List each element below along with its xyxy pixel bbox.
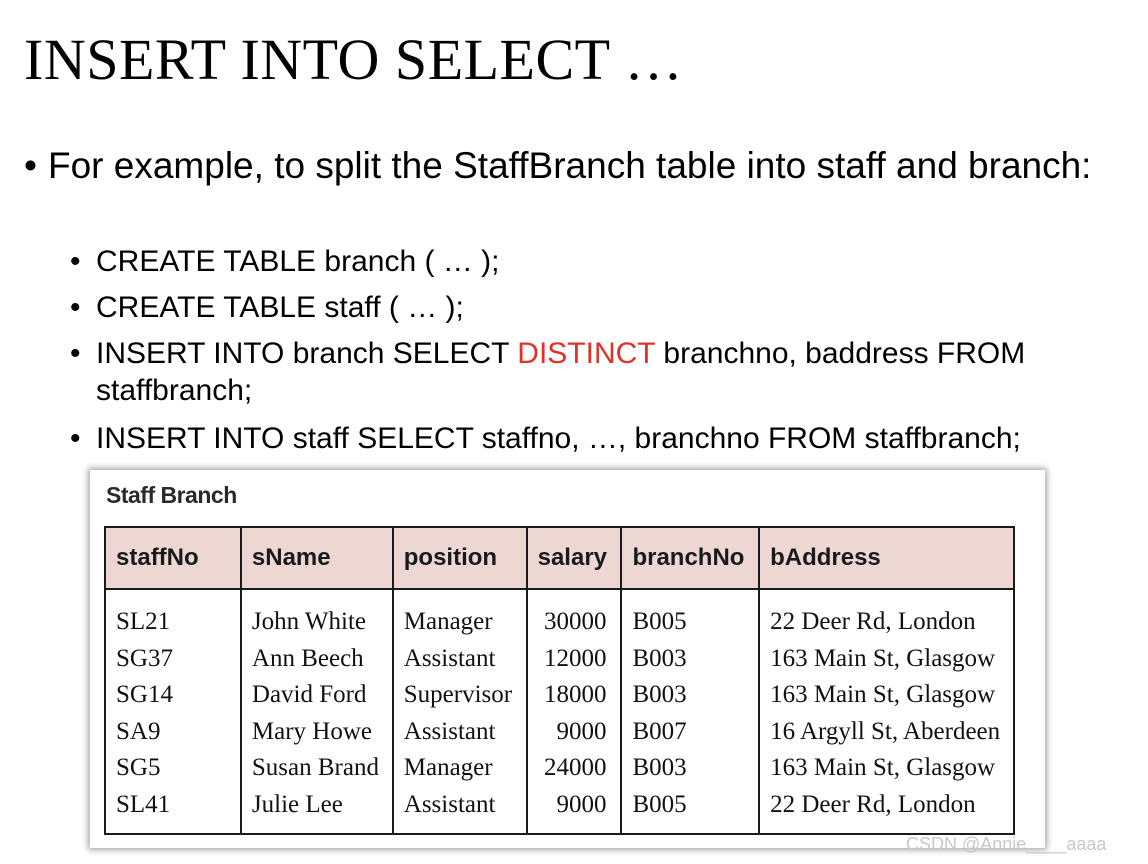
column-staffno: [105, 589, 241, 834]
column-header-sname: sName: [241, 527, 393, 589]
table-cell: Ann Beech: [251, 644, 364, 672]
table-header-row: [105, 527, 1014, 589]
sub-bullet-text: INSERT INTO staff SELECT staffno, …, branchno FROM staffbranch;: [96, 422, 1021, 455]
table-cell: B003: [632, 681, 687, 708]
column-sname: [241, 589, 393, 834]
sub-bullet-3: [70, 335, 1130, 409]
table-cell: 9000: [556, 790, 607, 818]
table-cell: Supervisor: [403, 681, 513, 708]
table-cell: B003: [632, 644, 687, 672]
table-cell: Assistant: [403, 790, 496, 818]
table-cell: Mary Howe: [251, 717, 373, 745]
bullet-glyph: •: [24, 145, 37, 186]
table-cell: John White: [251, 608, 367, 635]
table-body-row: [105, 589, 1014, 834]
column-header-staffno: staffNo: [105, 527, 241, 589]
table-cell: 163 Main St, Glasgow: [770, 754, 996, 781]
column-header-branchno: branchNo: [621, 527, 759, 589]
table-cell: SA9: [116, 717, 161, 745]
table-cell: Assistant: [403, 717, 496, 745]
column-header-position: position: [393, 527, 527, 589]
table-cell: SG37: [116, 644, 173, 672]
table-cell: 18000: [543, 681, 607, 708]
table-cell: B005: [632, 790, 687, 818]
sub-bullet-text-post: branchno, baddress FROM staffbranch;: [96, 337, 1026, 407]
table-cell: B007: [632, 717, 687, 745]
table-cell: 24000: [543, 754, 607, 781]
watermark: CSDN @Annie____aaaa: [906, 834, 1107, 854]
distinct-keyword: DISTINCT: [517, 337, 656, 370]
sub-bullet-1: [70, 243, 1130, 280]
table-cell: Assistant: [403, 644, 496, 672]
column-branchno: [621, 589, 759, 834]
table-cell: 163 Main St, Glasgow: [770, 681, 996, 708]
table-cell: 30000: [543, 608, 607, 635]
slide-title: INSERT INTO SELECT …: [24, 27, 684, 92]
table-cell: 12000: [543, 644, 607, 672]
table-cell: David Ford: [251, 681, 367, 708]
table-cell: Manager: [403, 754, 493, 781]
table-cell: SG14: [116, 681, 173, 708]
bullet-glyph: •: [70, 422, 81, 455]
table-cell: SG5: [116, 754, 161, 781]
table-cell: 22 Deer Rd, London: [770, 790, 976, 818]
bullet-main: [24, 143, 1124, 188]
table-cell: 9000: [556, 717, 607, 745]
sub-bullet-2: [70, 289, 1130, 326]
table-cell: 16 Argyll St, Aberdeen: [770, 717, 1001, 745]
table-cell: Julie Lee: [251, 790, 343, 818]
table-cell: 163 Main St, Glasgow: [770, 644, 996, 672]
sub-bullet-text: CREATE TABLE branch ( … );: [96, 245, 500, 278]
table-cell: 22 Deer Rd, London: [770, 608, 976, 635]
column-position: [393, 589, 527, 834]
table-cell: B003: [632, 754, 687, 781]
bullet-glyph: •: [70, 245, 81, 278]
table-cell: SL21: [116, 608, 171, 635]
staffbranch-table: [104, 526, 1015, 835]
column-header-baddress: bAddress: [759, 527, 1014, 589]
sub-bullet-text-pre: INSERT INTO branch SELECT: [96, 337, 518, 370]
figure-title: Staff Branch: [106, 482, 237, 508]
table-cell: SL41: [116, 790, 171, 818]
bullet-glyph: •: [70, 337, 81, 370]
table-cell: Susan Brand: [251, 754, 379, 781]
staffbranch-figure: [90, 470, 1045, 848]
table-cell: B005: [632, 608, 687, 635]
column-header-salary: salary: [527, 527, 622, 589]
table-cell: Manager: [403, 608, 493, 635]
sub-bullet-text: [70, 335, 1130, 409]
bullet-main-text: For example, to split the StaffBranch table into staff and branch:: [48, 145, 1092, 186]
bullet-glyph: •: [70, 291, 81, 324]
sub-bullet-text: CREATE TABLE staff ( … );: [96, 291, 464, 324]
sub-bullet-4: [70, 420, 1130, 457]
column-salary: [527, 589, 622, 834]
column-baddress: [759, 589, 1014, 834]
